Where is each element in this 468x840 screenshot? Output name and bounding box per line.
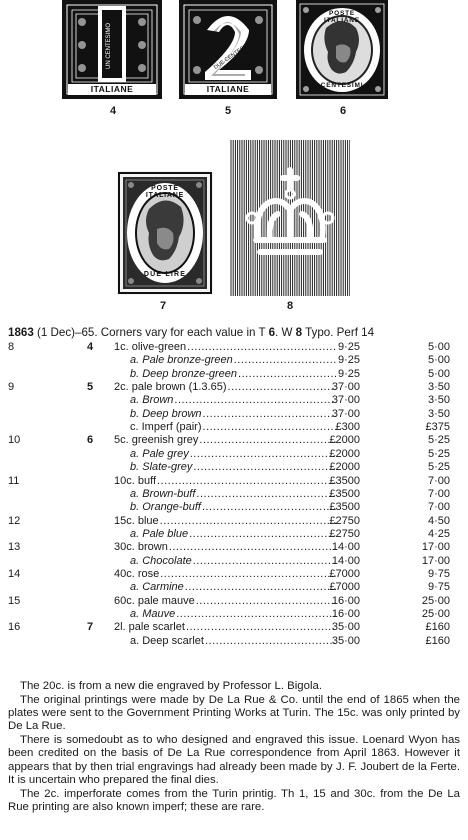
price-used: 17·00 — [421, 554, 450, 567]
table-row — [0, 608, 468, 621]
sg-number: 14 — [8, 567, 21, 580]
sg-number: 12 — [8, 514, 21, 527]
table-row — [0, 555, 468, 568]
price-used: £160 — [425, 634, 450, 647]
stamp-side-text: DUE CENTESIMI — [213, 41, 252, 71]
price-unused: 9·25 — [337, 354, 360, 367]
stamp-description — [130, 368, 336, 381]
price-used: 5·00 — [427, 341, 450, 353]
issue-heading-mid: . W — [275, 326, 296, 339]
stamp-description — [114, 621, 336, 634]
stamp-description — [130, 488, 336, 501]
stamp-description — [130, 354, 336, 367]
table-row — [0, 501, 468, 514]
price-used: 17·00 — [421, 541, 450, 554]
price-used: 25·00 — [421, 594, 450, 607]
watermark-figure-8 — [230, 140, 350, 296]
price-unused: £2750 — [329, 514, 360, 527]
description-text: a. Deep scarlet — [130, 634, 204, 647]
table-row — [0, 381, 468, 394]
sg-number: 9 — [8, 381, 15, 394]
note-paragraph: The 2c. imperforate comes from the Turin printig. Th 1, 15 and 30c. from the De La Rue printing are also known imperf; these are rare. — [8, 787, 460, 813]
table-row — [0, 394, 468, 407]
table-row — [0, 528, 468, 541]
description-text: 15c. blue — [114, 514, 159, 527]
issue-heading — [8, 326, 374, 339]
price-unused: £2000 — [329, 447, 360, 460]
description-text: a. Chocolate — [130, 554, 192, 567]
stamp-figure-6 — [296, 0, 388, 99]
description-text: a. Brown-buff — [130, 487, 196, 500]
price-unused: 9·25 — [337, 367, 360, 380]
price-used: 7·00 — [427, 474, 450, 487]
stamp-description — [114, 434, 336, 447]
table-row — [0, 488, 468, 501]
price-unused: £2750 — [329, 527, 360, 540]
note-paragraph: There is somedoubt as to who designed and engraved this issue. Loenard Wyon has been credited on the basis of De La Rue correspondence from April 1863. However it appears that by then trial engravings had already been made by J. F. Joubert de la Ferte. It is uncertain who prepared the final dies. — [8, 734, 460, 786]
table-row — [0, 408, 468, 421]
stamp-description — [130, 394, 336, 407]
sg-number: 11 — [8, 474, 20, 487]
price-unused: 37·00 — [331, 407, 360, 420]
price-unused: £2000 — [329, 434, 360, 447]
table-row — [0, 368, 468, 381]
price-unused: £7000 — [329, 581, 360, 594]
sg-number: 16 — [8, 621, 21, 634]
stamp-description — [130, 581, 336, 594]
price-unused: 37·00 — [331, 394, 360, 407]
price-used: 5·25 — [427, 434, 450, 447]
type-number: 5 — [87, 381, 94, 394]
description-text: a. Pale blue — [130, 527, 189, 540]
stamp-top-text: POSTE ITALIANE — [145, 185, 185, 199]
description-text: 2l. pale scarlet — [114, 621, 185, 634]
issue-type-ref: 6 — [268, 326, 276, 339]
description-text: 5c. greenish grey — [114, 434, 199, 447]
sg-number: 10 — [8, 434, 21, 447]
stamp-side-text: UN CENTESIMO — [106, 23, 112, 70]
note-paragraph: The 20c. is from a new die engraved by Professor L. Bigola. — [20, 680, 323, 692]
price-unused: £3500 — [329, 474, 360, 487]
price-unused: 16·00 — [331, 608, 360, 620]
price-used: 3·50 — [427, 394, 450, 407]
stamp-description — [130, 448, 336, 461]
description-text: a. Pale bronze-green — [130, 354, 233, 367]
issue-year: 1863 — [8, 326, 34, 339]
issue-heading-text: (1 Dec)–65. Corners vary for each value in T — [33, 326, 269, 339]
price-used: 5·25 — [427, 461, 450, 474]
stamp-description — [130, 528, 336, 541]
stamp-description — [130, 501, 336, 514]
stamp-description — [130, 461, 336, 474]
description-text: a. Carmine — [130, 581, 184, 594]
stamp-description — [114, 475, 336, 488]
figure-number-7: 7 — [159, 300, 167, 312]
description-text: 10c. buff — [114, 474, 156, 487]
stamp-description — [114, 541, 336, 554]
table-row — [0, 434, 468, 447]
sg-number: 8 — [8, 341, 15, 353]
catalogue-notes — [8, 680, 460, 815]
issue-watermark-ref: 8 — [295, 326, 303, 339]
price-unused: £3500 — [329, 501, 360, 514]
type-number: 6 — [87, 434, 94, 447]
table-row — [0, 461, 468, 474]
price-used: 3·50 — [427, 407, 450, 420]
table-row — [0, 595, 468, 608]
price-unused: 35·00 — [331, 621, 360, 634]
price-used: 7·00 — [427, 501, 450, 514]
figure-number-4: 4 — [109, 105, 117, 117]
description-text: b. Orange-buff — [130, 501, 201, 514]
stamp-figure-4 — [62, 0, 162, 99]
description-text: a. Brown — [130, 394, 174, 407]
stamp-bottom-text: ITALIANE — [206, 84, 250, 94]
stamp-bottom-text: DUE LIRE — [143, 271, 187, 278]
price-unused: £2000 — [329, 461, 360, 474]
price-unused: 14·00 — [331, 554, 360, 567]
sg-number: 15 — [8, 594, 21, 607]
table-row — [0, 568, 468, 581]
figure-number-6: 6 — [339, 105, 347, 117]
price-unused: £300 — [335, 421, 360, 434]
table-row — [0, 541, 468, 554]
price-unused: 35·00 — [331, 634, 360, 647]
description-text: b. Deep brown — [130, 407, 202, 420]
price-used: 5·00 — [427, 354, 450, 367]
stamp-description — [114, 595, 336, 608]
table-row — [0, 581, 468, 594]
price-used: £375 — [425, 421, 450, 434]
stamp-figure-5 — [179, 0, 277, 99]
description-text: 40c. rose — [114, 567, 160, 580]
stamp-description — [114, 568, 336, 581]
price-used: 5·25 — [427, 447, 450, 460]
table-row — [0, 635, 468, 648]
price-used: 3·50 — [427, 381, 450, 394]
stamp-top-text: POSTE ITALIANE — [324, 10, 360, 24]
price-unused: 14·00 — [331, 541, 360, 554]
sg-number: 13 — [8, 541, 21, 554]
table-row — [0, 341, 468, 354]
price-used: 9·75 — [427, 567, 450, 580]
price-used: 9·75 — [427, 581, 450, 594]
description-text: a. Mauve — [130, 608, 176, 620]
figure-number-8: 8 — [286, 300, 294, 312]
note-paragraph: The original printings were made by De La Rue & Co. until the end of 1865 when the plates were sent to the Government Printing Works at Turin. The 15c. was only printed by De La Rue. — [8, 694, 460, 733]
description-text: 2c. pale brown (1.3.65) — [114, 381, 227, 394]
price-used: 25·00 — [421, 608, 450, 620]
table-row — [0, 448, 468, 461]
issue-heading-tail: Typo. Perf 14 — [302, 326, 375, 339]
price-used: 5·00 — [427, 367, 450, 380]
description-text: b. Deep bronze-green — [130, 367, 238, 380]
price-unused: 16·00 — [331, 594, 360, 607]
type-number: 4 — [87, 341, 94, 353]
stamp-description — [130, 555, 336, 568]
stamp-description — [114, 341, 336, 354]
description-text: 60c. pale mauve — [114, 594, 195, 607]
price-used: £160 — [425, 621, 450, 634]
description-text: b. Slate-grey — [130, 461, 193, 474]
description-text: 30c. brown — [114, 541, 168, 554]
stamp-description — [114, 381, 336, 394]
table-row — [0, 354, 468, 367]
stamp-description — [130, 421, 336, 434]
description-text: c. Imperf (pair) — [130, 421, 202, 434]
stamp-figure-7 — [117, 171, 213, 295]
price-unused: 9·25 — [337, 341, 360, 353]
stamp-description — [130, 408, 336, 421]
stamp-bottom-text: CENTESIMI — [320, 82, 364, 89]
figure-number-5: 5 — [224, 105, 232, 117]
table-row — [0, 621, 468, 634]
table-row — [0, 421, 468, 434]
price-used: 4·50 — [427, 514, 450, 527]
stamp-description — [130, 635, 336, 648]
price-used: 7·00 — [427, 487, 450, 500]
stamp-description — [130, 608, 336, 621]
price-unused: 37·00 — [331, 381, 360, 394]
type-number: 7 — [87, 621, 94, 634]
description-text: a. Pale grey — [130, 447, 189, 460]
stamp-description — [114, 515, 336, 528]
stamp-bottom-text: ITALIANE — [90, 84, 134, 94]
table-row — [0, 515, 468, 528]
price-unused: £7000 — [329, 567, 360, 580]
price-unused: £3500 — [329, 487, 360, 500]
table-row — [0, 475, 468, 488]
price-used: 4·25 — [427, 527, 450, 540]
description-text: 1c. olive-green — [114, 341, 187, 353]
